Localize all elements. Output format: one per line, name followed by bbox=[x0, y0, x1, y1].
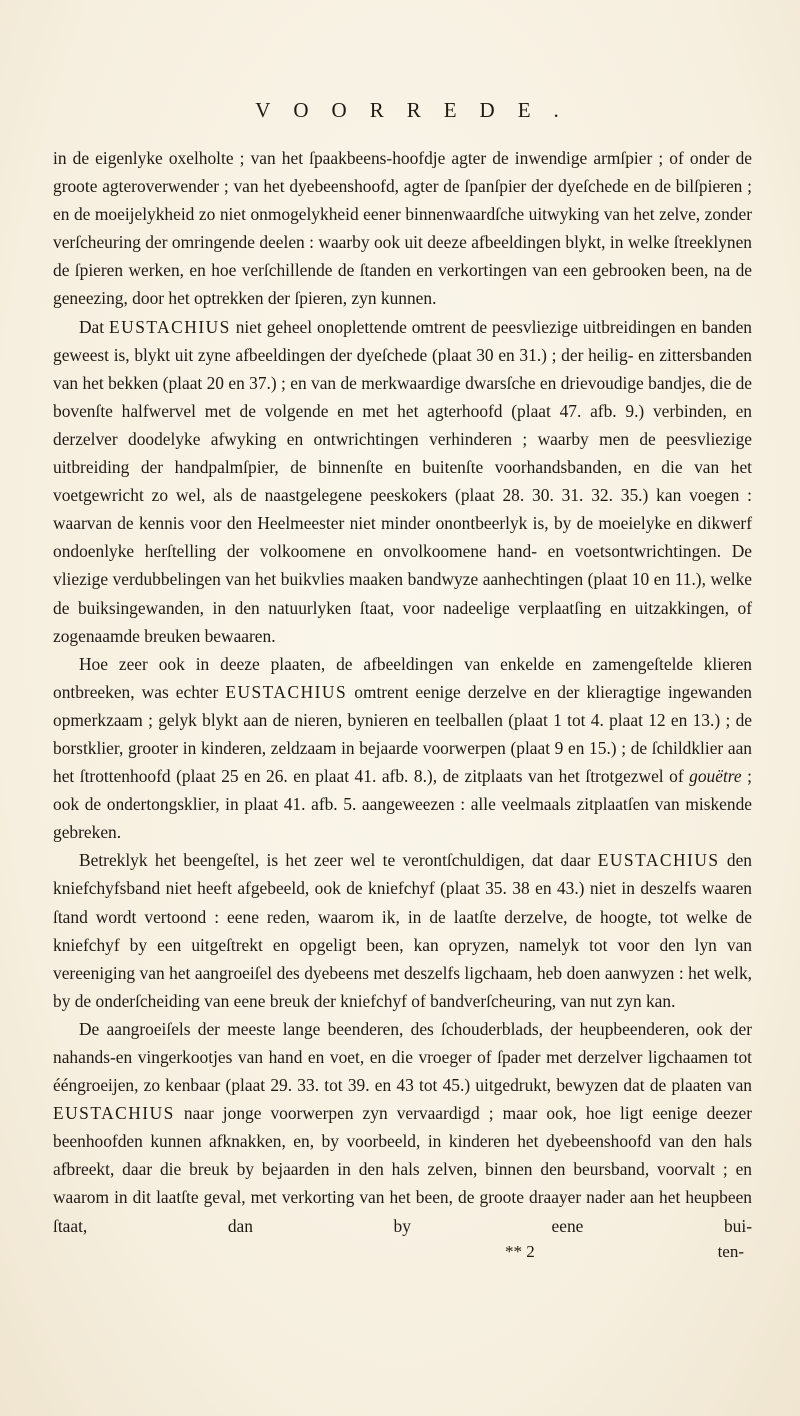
italic-term: gouëtre bbox=[689, 766, 742, 787]
author-name: EUSTACHIUS bbox=[597, 850, 720, 871]
paragraph-3-text-c: ; ook de ondertongsklier, in plaat 41. afb. 5. aangeweezen : alle veelmaals zitplaatſen van miskende gebreken. bbox=[53, 766, 752, 843]
paragraph-2-text-a: Dat bbox=[79, 316, 110, 337]
paragraph-2-text-b: niet geheel onoplettende omtrent de peesvliezige uitbreidingen en banden geweest is, blykt uit zyne afbeeldingen der dyeſchede (plaat 30 en 31.) ; der heilig- en zittersbanden van het bekken (plaat 20 en 37.) ; en van de merkwaardige dwarsſche en drievoudige bandjes, die de bovenſte halfwervel met de volgende en met het agterhoofd (plaat 47. afb. 9.) verbinden, en derzelver doodelyke afwyking en ontwrichtingen verhinderen ; waarby men de peesvliezige uitbreiding der handpalmſpier, de binnenſte en buitenſte voorhandsbanden, en die van het voetgewricht zo wel, als de naastgelegene peeskokers (plaat 28. 30. 31. 32. 35.) kan voegen : waarvan de kennis voor den Heelmeester niet minder onontbeerlyk is, by de moeielyke en dikwerf ondoenlyke herſtelling der volkoomene en onvolkoomene hand- en voetsontwrichtingen. De vliezige verdubbelingen van het buikvlies maaken bandwyze aanhechtingen (plaat 10 en 11.), welke de buiksingewanden, in den natuurlyken ſtaat, voor nadeelige verplaatſing en uitzakkingen, of zogenaamde breuken bewaaren. bbox=[53, 316, 752, 646]
paragraph-2 bbox=[53, 313, 752, 650]
signature-mark: ** 2 bbox=[505, 1241, 535, 1261]
paragraph-5-text-b: naar jonge voorwerpen zyn vervaardigd ; maar ook, hoe ligt eenige deezer beenhoofden kunnen afknakken, en, by voorbeeld, in kinderen het dyebeenshoofd van den hals afbreekt, daar die breuk by bejaarden in den hals zelven, binnen den beursband, voorvalt ; en waarom in dit laatſte geval, met verkorting van het been, de groote draayer nader aan het heupbeen ſtaat, dan by eene bui- bbox=[53, 1103, 752, 1236]
paragraph-3-text-a: Hoe zeer ook in deeze plaaten, de afbeeldingen van enkelde en zamengeſtelde klieren ontbreeken, was echter bbox=[53, 653, 752, 702]
paragraph-1 bbox=[53, 144, 752, 313]
paragraph-5 bbox=[53, 1015, 752, 1240]
author-name: EUSTACHIUS bbox=[109, 316, 231, 337]
author-name: EUSTACHIUS bbox=[225, 681, 348, 702]
paragraph-5-text-a: De aangroeiſels der meeste lange beenderen, des ſchouderblads, der heupbeenderen, ook der nahands-en vingerkootjes van hand en voet, en die vroeger of ſpader met derzelver ligchaamen tot ééngroeijen, zo kenbaar (plaat 29. 33. tot 39. en 43 tot 45.) uitgedrukt, bewyzen dat de plaaten van bbox=[53, 1018, 752, 1096]
paragraph-4-text-a: Betreklyk het beengeſtel, is het zeer wel te verontſchuldigen, dat daar bbox=[79, 850, 598, 871]
paragraph-4 bbox=[53, 846, 752, 1015]
catchword: ten- bbox=[717, 1241, 744, 1261]
paragraph-1-text: in de eigenlyke oxelholte ; van het ſpaakbeens-hoofdje agter de inwendige armſpier ; of onder de groote agteroverwender ; van het dyebeenshoofd, agter de ſpanſpier der dyeſchede en de bilſpieren ; en de moeijelykheid zo niet onmogelykheid eener binnenwaardſche uitwyking van het zelve, zonder verſcheuring der omringende deelen : waarby ook uit deeze afbeeldingen blykt, in welke ſtreeklynen de ſpieren werken, en hoe verſchillende de ſtanden en verkortingen van een gebrooken been, na de geneezing, door het optrekken der ſpieren, zyn kunnen. bbox=[53, 148, 752, 309]
page-footer bbox=[53, 1240, 752, 1264]
body-text bbox=[53, 144, 752, 1240]
paragraph-3 bbox=[53, 650, 752, 847]
paragraph-3-text-b: omtrent eenige derzelve en der klieragtige ingewanden opmerkzaam ; gelyk blykt aan de nieren, bynieren en teelballen (plaat 1 tot 4. plaat 12 en 13.) ; de borstklier, grooter in kinderen, zeldzaam in bejaarde voorwerpen (plaat 9 en 15.) ; de ſchildklier aan het ſtrottenhoofd (plaat 25 en 26. en plaat 41. afb. 8.), de zitplaats van het ſtrotgezwel of bbox=[53, 681, 752, 787]
author-name: EUSTACHIUS bbox=[53, 1103, 175, 1124]
paragraph-4-text-b: den kniefchyfsband niet heeft afgebeeld, ook de kniefchyf (plaat 35. 38 en 43.) niet in deszelfs waaren ſtand wordt vertoond : eene reden, waarom ik, in de laatſte derzelve, de hoogte, tot welke de kniefchyf by een uitgeſtrekt en opgeligt been, kan opryzen, namelyk tot voor den lyn van vereeniging van het aangroeiſel des dyebeens met deszelfs ligchaam, heb doen aanwyzen : het welk, by de onderſcheiding van eene breuk der kniefchyf of bandverſcheuring, van nut zyn kan. bbox=[53, 850, 752, 1011]
running-head: VOORREDE. bbox=[255, 98, 582, 122]
